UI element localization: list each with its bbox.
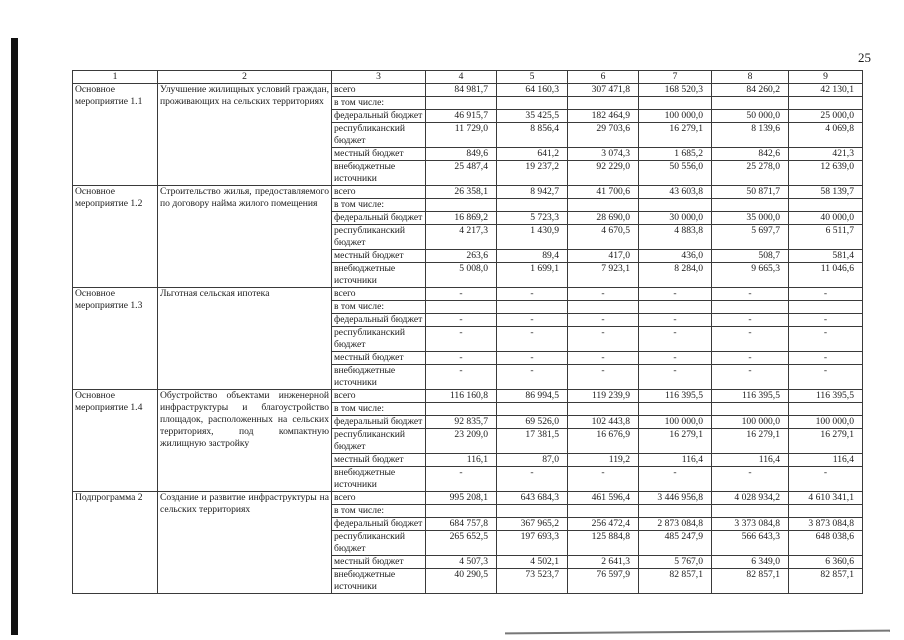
amount-cell: 100 000,0 bbox=[639, 416, 712, 429]
amount-cell bbox=[426, 199, 497, 212]
amount-cell: 842,6 bbox=[712, 148, 789, 161]
amount-cell: 64 160,3 bbox=[497, 84, 568, 97]
amount-cell: - bbox=[789, 352, 863, 365]
amount-cell: - bbox=[426, 467, 497, 492]
amount-cell: - bbox=[712, 327, 789, 352]
funding-source-label: федеральный бюджет bbox=[332, 110, 426, 123]
amount-cell: - bbox=[568, 314, 639, 327]
activity-code: Основное мероприятие 1.3 bbox=[73, 288, 158, 390]
amount-cell: 5 767,0 bbox=[639, 556, 712, 569]
funding-source-label: внебюджетные источники bbox=[332, 161, 426, 186]
amount-cell: 41 700,6 bbox=[568, 186, 639, 199]
column-header: 5 bbox=[497, 71, 568, 84]
activity-name: Создание и развитие инфраструктуры на сельских территориях bbox=[158, 492, 332, 594]
amount-cell: 69 526,0 bbox=[497, 416, 568, 429]
amount-cell: 40 000,0 bbox=[789, 212, 863, 225]
amount-cell: 116,4 bbox=[712, 454, 789, 467]
column-header: 3 bbox=[332, 71, 426, 84]
amount-cell: 8 856,4 bbox=[497, 123, 568, 148]
amount-cell: 168 520,3 bbox=[639, 84, 712, 97]
amount-cell bbox=[789, 199, 863, 212]
amount-cell: 82 857,1 bbox=[639, 569, 712, 594]
amount-cell: 82 857,1 bbox=[712, 569, 789, 594]
scan-edge-bar bbox=[11, 38, 18, 635]
amount-cell: 995 208,1 bbox=[426, 492, 497, 505]
table-row bbox=[73, 84, 863, 97]
amount-cell: 4 502,1 bbox=[497, 556, 568, 569]
amount-cell: - bbox=[568, 327, 639, 352]
activity-code: Основное мероприятие 1.1 bbox=[73, 84, 158, 186]
amount-cell: 29 703,6 bbox=[568, 123, 639, 148]
amount-cell: 5 008,0 bbox=[426, 263, 497, 288]
amount-cell: 116,1 bbox=[426, 454, 497, 467]
amount-cell bbox=[497, 403, 568, 416]
column-header: 4 bbox=[426, 71, 497, 84]
amount-cell: 82 857,1 bbox=[789, 569, 863, 594]
amount-cell: 3 446 956,8 bbox=[639, 492, 712, 505]
column-header: 9 bbox=[789, 71, 863, 84]
amount-cell: 17 381,5 bbox=[497, 429, 568, 454]
amount-cell: 116 395,5 bbox=[789, 390, 863, 403]
amount-cell bbox=[639, 97, 712, 110]
amount-cell: 307 471,8 bbox=[568, 84, 639, 97]
funding-source-label: республиканский бюджет bbox=[332, 327, 426, 352]
funding-source-label: в том числе: bbox=[332, 505, 426, 518]
funding-source-label: всего bbox=[332, 390, 426, 403]
amount-cell bbox=[789, 97, 863, 110]
amount-cell: 11 046,6 bbox=[789, 263, 863, 288]
amount-cell bbox=[426, 403, 497, 416]
amount-cell: 28 690,0 bbox=[568, 212, 639, 225]
amount-cell: 4 069,8 bbox=[789, 123, 863, 148]
amount-cell: - bbox=[712, 365, 789, 390]
amount-cell: 9 665,3 bbox=[712, 263, 789, 288]
funding-source-label: местный бюджет bbox=[332, 454, 426, 467]
amount-cell: 4 610 341,1 bbox=[789, 492, 863, 505]
amount-cell: 5 723,3 bbox=[497, 212, 568, 225]
amount-cell: 116 395,5 bbox=[712, 390, 789, 403]
amount-cell: 119,2 bbox=[568, 454, 639, 467]
header-row bbox=[73, 71, 863, 84]
funding-source-label: всего bbox=[332, 492, 426, 505]
funding-source-label: всего bbox=[332, 186, 426, 199]
amount-cell: 3 074,3 bbox=[568, 148, 639, 161]
amount-cell: 58 139,7 bbox=[789, 186, 863, 199]
funding-source-label: местный бюджет bbox=[332, 148, 426, 161]
amount-cell: - bbox=[712, 352, 789, 365]
amount-cell: 485 247,9 bbox=[639, 531, 712, 556]
amount-cell: 6 360,6 bbox=[789, 556, 863, 569]
amount-cell: 2 641,3 bbox=[568, 556, 639, 569]
amount-cell: 508,7 bbox=[712, 250, 789, 263]
amount-cell bbox=[426, 505, 497, 518]
amount-cell: 684 757,8 bbox=[426, 518, 497, 531]
amount-cell: 116,4 bbox=[639, 454, 712, 467]
table-row bbox=[73, 492, 863, 505]
scan-bottom-line bbox=[505, 630, 890, 635]
funding-source-label: в том числе: bbox=[332, 199, 426, 212]
amount-cell bbox=[426, 301, 497, 314]
amount-cell: - bbox=[639, 314, 712, 327]
amount-cell: 16 676,9 bbox=[568, 429, 639, 454]
amount-cell: 4 028 934,2 bbox=[712, 492, 789, 505]
funding-source-label: федеральный бюджет bbox=[332, 416, 426, 429]
amount-cell: 2 873 084,8 bbox=[639, 518, 712, 531]
amount-cell: 25 278,0 bbox=[712, 161, 789, 186]
amount-cell: 367 965,2 bbox=[497, 518, 568, 531]
amount-cell: - bbox=[639, 352, 712, 365]
amount-cell: 84 260,2 bbox=[712, 84, 789, 97]
activity-code: Основное мероприятие 1.4 bbox=[73, 390, 158, 492]
funding-source-label: местный бюджет bbox=[332, 250, 426, 263]
amount-cell: - bbox=[789, 365, 863, 390]
amount-cell: 8 139,6 bbox=[712, 123, 789, 148]
amount-cell: 102 443,8 bbox=[568, 416, 639, 429]
amount-cell: - bbox=[712, 467, 789, 492]
amount-cell: 7 923,1 bbox=[568, 263, 639, 288]
funding-source-label: местный бюджет bbox=[332, 352, 426, 365]
amount-cell: 125 884,8 bbox=[568, 531, 639, 556]
amount-cell: 12 639,0 bbox=[789, 161, 863, 186]
amount-cell: 566 643,3 bbox=[712, 531, 789, 556]
amount-cell: 92 835,7 bbox=[426, 416, 497, 429]
amount-cell: 263,6 bbox=[426, 250, 497, 263]
amount-cell: 25 487,4 bbox=[426, 161, 497, 186]
column-header: 8 bbox=[712, 71, 789, 84]
amount-cell: - bbox=[712, 288, 789, 301]
amount-cell: 25 000,0 bbox=[789, 110, 863, 123]
amount-cell: 1 685,2 bbox=[639, 148, 712, 161]
amount-cell: 265 652,5 bbox=[426, 531, 497, 556]
table-row bbox=[73, 186, 863, 199]
column-header: 6 bbox=[568, 71, 639, 84]
funding-source-label: внебюджетные источники bbox=[332, 263, 426, 288]
amount-cell: 16 869,2 bbox=[426, 212, 497, 225]
amount-cell bbox=[497, 199, 568, 212]
funding-source-label: федеральный бюджет bbox=[332, 212, 426, 225]
amount-cell: 256 472,4 bbox=[568, 518, 639, 531]
funding-source-label: местный бюджет bbox=[332, 556, 426, 569]
amount-cell: 8 942,7 bbox=[497, 186, 568, 199]
amount-cell: - bbox=[639, 365, 712, 390]
amount-cell: 116 160,8 bbox=[426, 390, 497, 403]
amount-cell: - bbox=[568, 288, 639, 301]
funding-source-label: в том числе: bbox=[332, 301, 426, 314]
activity-name: Строительство жилья, предоставляемого по договору найма жилого помещения bbox=[158, 186, 332, 288]
amount-cell: - bbox=[568, 365, 639, 390]
amount-cell: 4 670,5 bbox=[568, 225, 639, 250]
amount-cell: 50 556,0 bbox=[639, 161, 712, 186]
amount-cell bbox=[497, 301, 568, 314]
amount-cell: - bbox=[568, 467, 639, 492]
amount-cell: 84 981,7 bbox=[426, 84, 497, 97]
funding-source-label: федеральный бюджет bbox=[332, 314, 426, 327]
amount-cell: 421,3 bbox=[789, 148, 863, 161]
amount-cell: 35 000,0 bbox=[712, 212, 789, 225]
amount-cell: 42 130,1 bbox=[789, 84, 863, 97]
amount-cell: 4 217,3 bbox=[426, 225, 497, 250]
amount-cell: 46 915,7 bbox=[426, 110, 497, 123]
amount-cell: - bbox=[497, 314, 568, 327]
amount-cell: 35 425,5 bbox=[497, 110, 568, 123]
amount-cell bbox=[639, 199, 712, 212]
funding-source-label: республиканский бюджет bbox=[332, 225, 426, 250]
amount-cell: 11 729,0 bbox=[426, 123, 497, 148]
amount-cell bbox=[568, 505, 639, 518]
activity-name: Обустройство объектами инженерной инфраструктуры и благоустройство площадок, расположенных на сельских территориях, под компактную жилищную застройку bbox=[158, 390, 332, 492]
funding-source-label: всего bbox=[332, 288, 426, 301]
amount-cell: - bbox=[639, 467, 712, 492]
amount-cell: - bbox=[426, 314, 497, 327]
amount-cell: 76 597,9 bbox=[568, 569, 639, 594]
amount-cell: 8 284,0 bbox=[639, 263, 712, 288]
amount-cell: 3 873 084,8 bbox=[789, 518, 863, 531]
amount-cell: 6 511,7 bbox=[789, 225, 863, 250]
amount-cell: 849,6 bbox=[426, 148, 497, 161]
amount-cell: - bbox=[712, 314, 789, 327]
amount-cell bbox=[568, 301, 639, 314]
amount-cell: - bbox=[497, 365, 568, 390]
amount-cell: 436,0 bbox=[639, 250, 712, 263]
column-header: 7 bbox=[639, 71, 712, 84]
amount-cell bbox=[568, 403, 639, 416]
amount-cell: 100 000,0 bbox=[639, 110, 712, 123]
amount-cell: 16 279,1 bbox=[639, 123, 712, 148]
table-row bbox=[73, 288, 863, 301]
amount-cell: 73 523,7 bbox=[497, 569, 568, 594]
column-header: 2 bbox=[158, 71, 332, 84]
amount-cell bbox=[497, 97, 568, 110]
amount-cell bbox=[789, 403, 863, 416]
amount-cell: 461 596,4 bbox=[568, 492, 639, 505]
amount-cell bbox=[712, 97, 789, 110]
amount-cell bbox=[568, 199, 639, 212]
amount-cell bbox=[426, 97, 497, 110]
amount-cell: 4 883,8 bbox=[639, 225, 712, 250]
amount-cell: 581,4 bbox=[789, 250, 863, 263]
amount-cell: 641,2 bbox=[497, 148, 568, 161]
amount-cell: 1 430,9 bbox=[497, 225, 568, 250]
amount-cell: 1 699,1 bbox=[497, 263, 568, 288]
amount-cell: - bbox=[497, 467, 568, 492]
activity-code: Подпрограмма 2 bbox=[73, 492, 158, 594]
amount-cell: 19 237,2 bbox=[497, 161, 568, 186]
funding-source-label: в том числе: bbox=[332, 97, 426, 110]
amount-cell bbox=[568, 97, 639, 110]
funding-source-label: внебюджетные источники bbox=[332, 365, 426, 390]
amount-cell: - bbox=[497, 288, 568, 301]
amount-cell: 197 693,3 bbox=[497, 531, 568, 556]
amount-cell bbox=[639, 505, 712, 518]
amount-cell: 87,0 bbox=[497, 454, 568, 467]
amount-cell: 3 373 084,8 bbox=[712, 518, 789, 531]
amount-cell: 100 000,0 bbox=[789, 416, 863, 429]
amount-cell: 100 000,0 bbox=[712, 416, 789, 429]
budget-table bbox=[72, 70, 863, 594]
amount-cell bbox=[712, 505, 789, 518]
amount-cell: 30 000,0 bbox=[639, 212, 712, 225]
amount-cell bbox=[789, 505, 863, 518]
funding-source-label: республиканский бюджет bbox=[332, 531, 426, 556]
amount-cell: - bbox=[497, 327, 568, 352]
amount-cell bbox=[639, 403, 712, 416]
amount-cell: - bbox=[789, 314, 863, 327]
amount-cell: - bbox=[789, 327, 863, 352]
amount-cell: 116 395,5 bbox=[639, 390, 712, 403]
amount-cell: 6 349,0 bbox=[712, 556, 789, 569]
amount-cell bbox=[497, 505, 568, 518]
amount-cell bbox=[712, 199, 789, 212]
amount-cell: 92 229,0 bbox=[568, 161, 639, 186]
amount-cell: - bbox=[426, 352, 497, 365]
column-header: 1 bbox=[73, 71, 158, 84]
amount-cell: 417,0 bbox=[568, 250, 639, 263]
amount-cell bbox=[789, 301, 863, 314]
funding-source-label: республиканский бюджет bbox=[332, 123, 426, 148]
amount-cell: 182 464,9 bbox=[568, 110, 639, 123]
funding-source-label: внебюджетные источники bbox=[332, 569, 426, 594]
activity-name: Улучшение жилищных условий граждан, проживающих на сельских территориях bbox=[158, 84, 332, 186]
amount-cell: 16 279,1 bbox=[639, 429, 712, 454]
amount-cell: 43 603,8 bbox=[639, 186, 712, 199]
amount-cell: 119 239,9 bbox=[568, 390, 639, 403]
funding-source-label: всего bbox=[332, 84, 426, 97]
amount-cell: 643 684,3 bbox=[497, 492, 568, 505]
amount-cell: - bbox=[789, 467, 863, 492]
amount-cell: 26 358,1 bbox=[426, 186, 497, 199]
activity-code: Основное мероприятие 1.2 bbox=[73, 186, 158, 288]
amount-cell: - bbox=[426, 327, 497, 352]
amount-cell: 89,4 bbox=[497, 250, 568, 263]
amount-cell: 16 279,1 bbox=[712, 429, 789, 454]
amount-cell: 648 038,6 bbox=[789, 531, 863, 556]
funding-source-label: федеральный бюджет bbox=[332, 518, 426, 531]
amount-cell: - bbox=[426, 288, 497, 301]
amount-cell: 50 871,7 bbox=[712, 186, 789, 199]
amount-cell: 116,4 bbox=[789, 454, 863, 467]
amount-cell: 23 209,0 bbox=[426, 429, 497, 454]
amount-cell: - bbox=[497, 352, 568, 365]
amount-cell: - bbox=[639, 327, 712, 352]
amount-cell: - bbox=[426, 365, 497, 390]
amount-cell bbox=[712, 403, 789, 416]
funding-source-label: в том числе: bbox=[332, 403, 426, 416]
table-row bbox=[73, 390, 863, 403]
amount-cell: 5 697,7 bbox=[712, 225, 789, 250]
amount-cell bbox=[639, 301, 712, 314]
amount-cell: 4 507,3 bbox=[426, 556, 497, 569]
amount-cell: 86 994,5 bbox=[497, 390, 568, 403]
amount-cell: 50 000,0 bbox=[712, 110, 789, 123]
amount-cell: - bbox=[639, 288, 712, 301]
page-number: 25 bbox=[858, 50, 871, 65]
amount-cell: - bbox=[789, 288, 863, 301]
amount-cell: - bbox=[568, 352, 639, 365]
amount-cell: 16 279,1 bbox=[789, 429, 863, 454]
amount-cell: 40 290,5 bbox=[426, 569, 497, 594]
amount-cell bbox=[712, 301, 789, 314]
funding-source-label: республиканский бюджет bbox=[332, 429, 426, 454]
activity-name: Льготная сельская ипотека bbox=[158, 288, 332, 390]
funding-source-label: внебюджетные источники bbox=[332, 467, 426, 492]
